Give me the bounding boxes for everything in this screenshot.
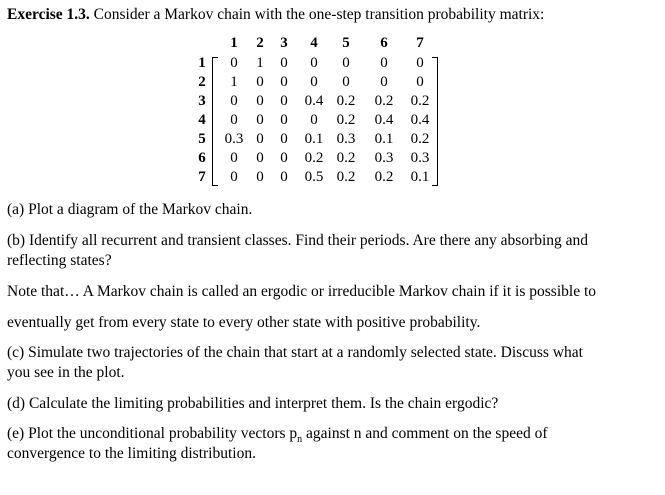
matrix-cell: 0.5 [304,169,324,185]
matrix-cell: 0 [230,55,238,71]
matrix-col-label: 1 [230,35,238,51]
question-e-text-post: against n and comment on the speed of [302,425,548,442]
question-e-text-pre: (e) Plot the unconditional probability vectors p [7,425,298,442]
exercise-heading [7,5,544,25]
matrix-cell: 0 [230,150,238,166]
question-c-line1: (c) Simulate two trajectories of the chain that start at a randomly selected state. Discuss what [7,344,583,361]
matrix-row-label: 2 [198,74,206,90]
matrix-col-label: 4 [310,35,318,51]
matrix-cell: 1 [230,74,238,90]
matrix-cell: 0.1 [304,131,324,147]
matrix-col-label: 2 [256,35,264,51]
matrix-col-label: 7 [416,35,424,51]
matrix-cell: 0 [280,150,288,166]
matrix-cell: 0.3 [410,150,430,166]
question-b-line2: reflecting states? [7,252,112,269]
matrix-left-bracket [212,57,218,186]
matrix-cell: 0 [416,74,424,90]
matrix-cell: 0 [256,93,264,109]
matrix-right-bracket [432,57,438,186]
question-a: (a) Plot a diagram of the Markov chain. [7,201,253,218]
matrix-col-label: 5 [342,35,350,51]
question-b-line1: (b) Identify all recurrent and transient classes. Find their periods. Are there any absorbing and [7,232,589,249]
question-e-line2: convergence to the limiting distribution. [7,445,256,462]
matrix-cell: 0.2 [336,93,356,109]
matrix-cell: 0 [310,55,318,71]
matrix-cell: 0 [310,74,318,90]
exercise-label: Exercise 1.3. [7,6,90,23]
matrix-cell: 0.4 [410,112,430,128]
matrix-cell: 0 [230,93,238,109]
matrix-cell: 0.3 [224,131,244,147]
matrix-cell: 0.2 [374,169,394,185]
matrix-cell: 0 [256,112,264,128]
matrix-row-label: 1 [198,55,206,71]
matrix-cell: 0.1 [374,131,394,147]
matrix-cell: 0 [230,112,238,128]
matrix-row-label: 5 [198,131,206,147]
matrix-cell: 0.2 [374,93,394,109]
matrix-cell: 0.1 [410,169,430,185]
matrix-row-label: 6 [198,150,206,166]
matrix-cell: 0 [380,55,388,71]
matrix-cell: 0 [380,74,388,90]
matrix-cell: 0.3 [374,150,394,166]
matrix-cell: 0.3 [336,131,356,147]
matrix-cell: 0.2 [410,131,430,147]
matrix-cell: 0 [342,74,350,90]
matrix-cell: 0.2 [304,150,324,166]
matrix-cell: 1 [256,55,264,71]
matrix-cell: 0 [256,169,264,185]
matrix-cell: 0 [256,74,264,90]
matrix-cell: 0.2 [336,112,356,128]
question-c-line2: you see in the plot. [7,364,125,381]
matrix-cell: 0.4 [304,93,324,109]
matrix-row-label: 4 [198,112,206,128]
matrix-cell: 0 [416,55,424,71]
matrix-cell: 0 [280,74,288,90]
matrix-cell: 0 [342,55,350,71]
matrix-cell: 0.4 [374,112,394,128]
matrix-row-label: 3 [198,93,206,109]
matrix-cell: 0.2 [336,150,356,166]
matrix-row-label: 7 [198,169,206,185]
matrix-cell: 0 [310,112,318,128]
matrix-cell: 0 [256,131,264,147]
question-e-subscript: n [297,434,303,446]
question-d: (d) Calculate the limiting probabilities and interpret them. Is the chain ergodic? [7,395,499,412]
matrix-col-label: 3 [280,35,288,51]
note-line2: eventually get from every state to every other state with positive probability. [7,314,481,331]
matrix-cell: 0 [280,112,288,128]
matrix-cell: 0 [256,150,264,166]
exercise-intro: Consider a Markov chain with the one-step transition probability matrix: [93,6,545,23]
matrix-cell: 0 [280,55,288,71]
matrix-cell: 0 [280,93,288,109]
matrix-cell: 0 [230,169,238,185]
matrix-col-label: 6 [380,35,388,51]
matrix-cell: 0.2 [410,93,430,109]
note-line1: Note that… A Markov chain is called an ergodic or irreducible Markov chain if it is possible to [7,283,596,300]
matrix-cell: 0.2 [336,169,356,185]
matrix-cell: 0 [280,131,288,147]
matrix-cell: 0 [280,169,288,185]
